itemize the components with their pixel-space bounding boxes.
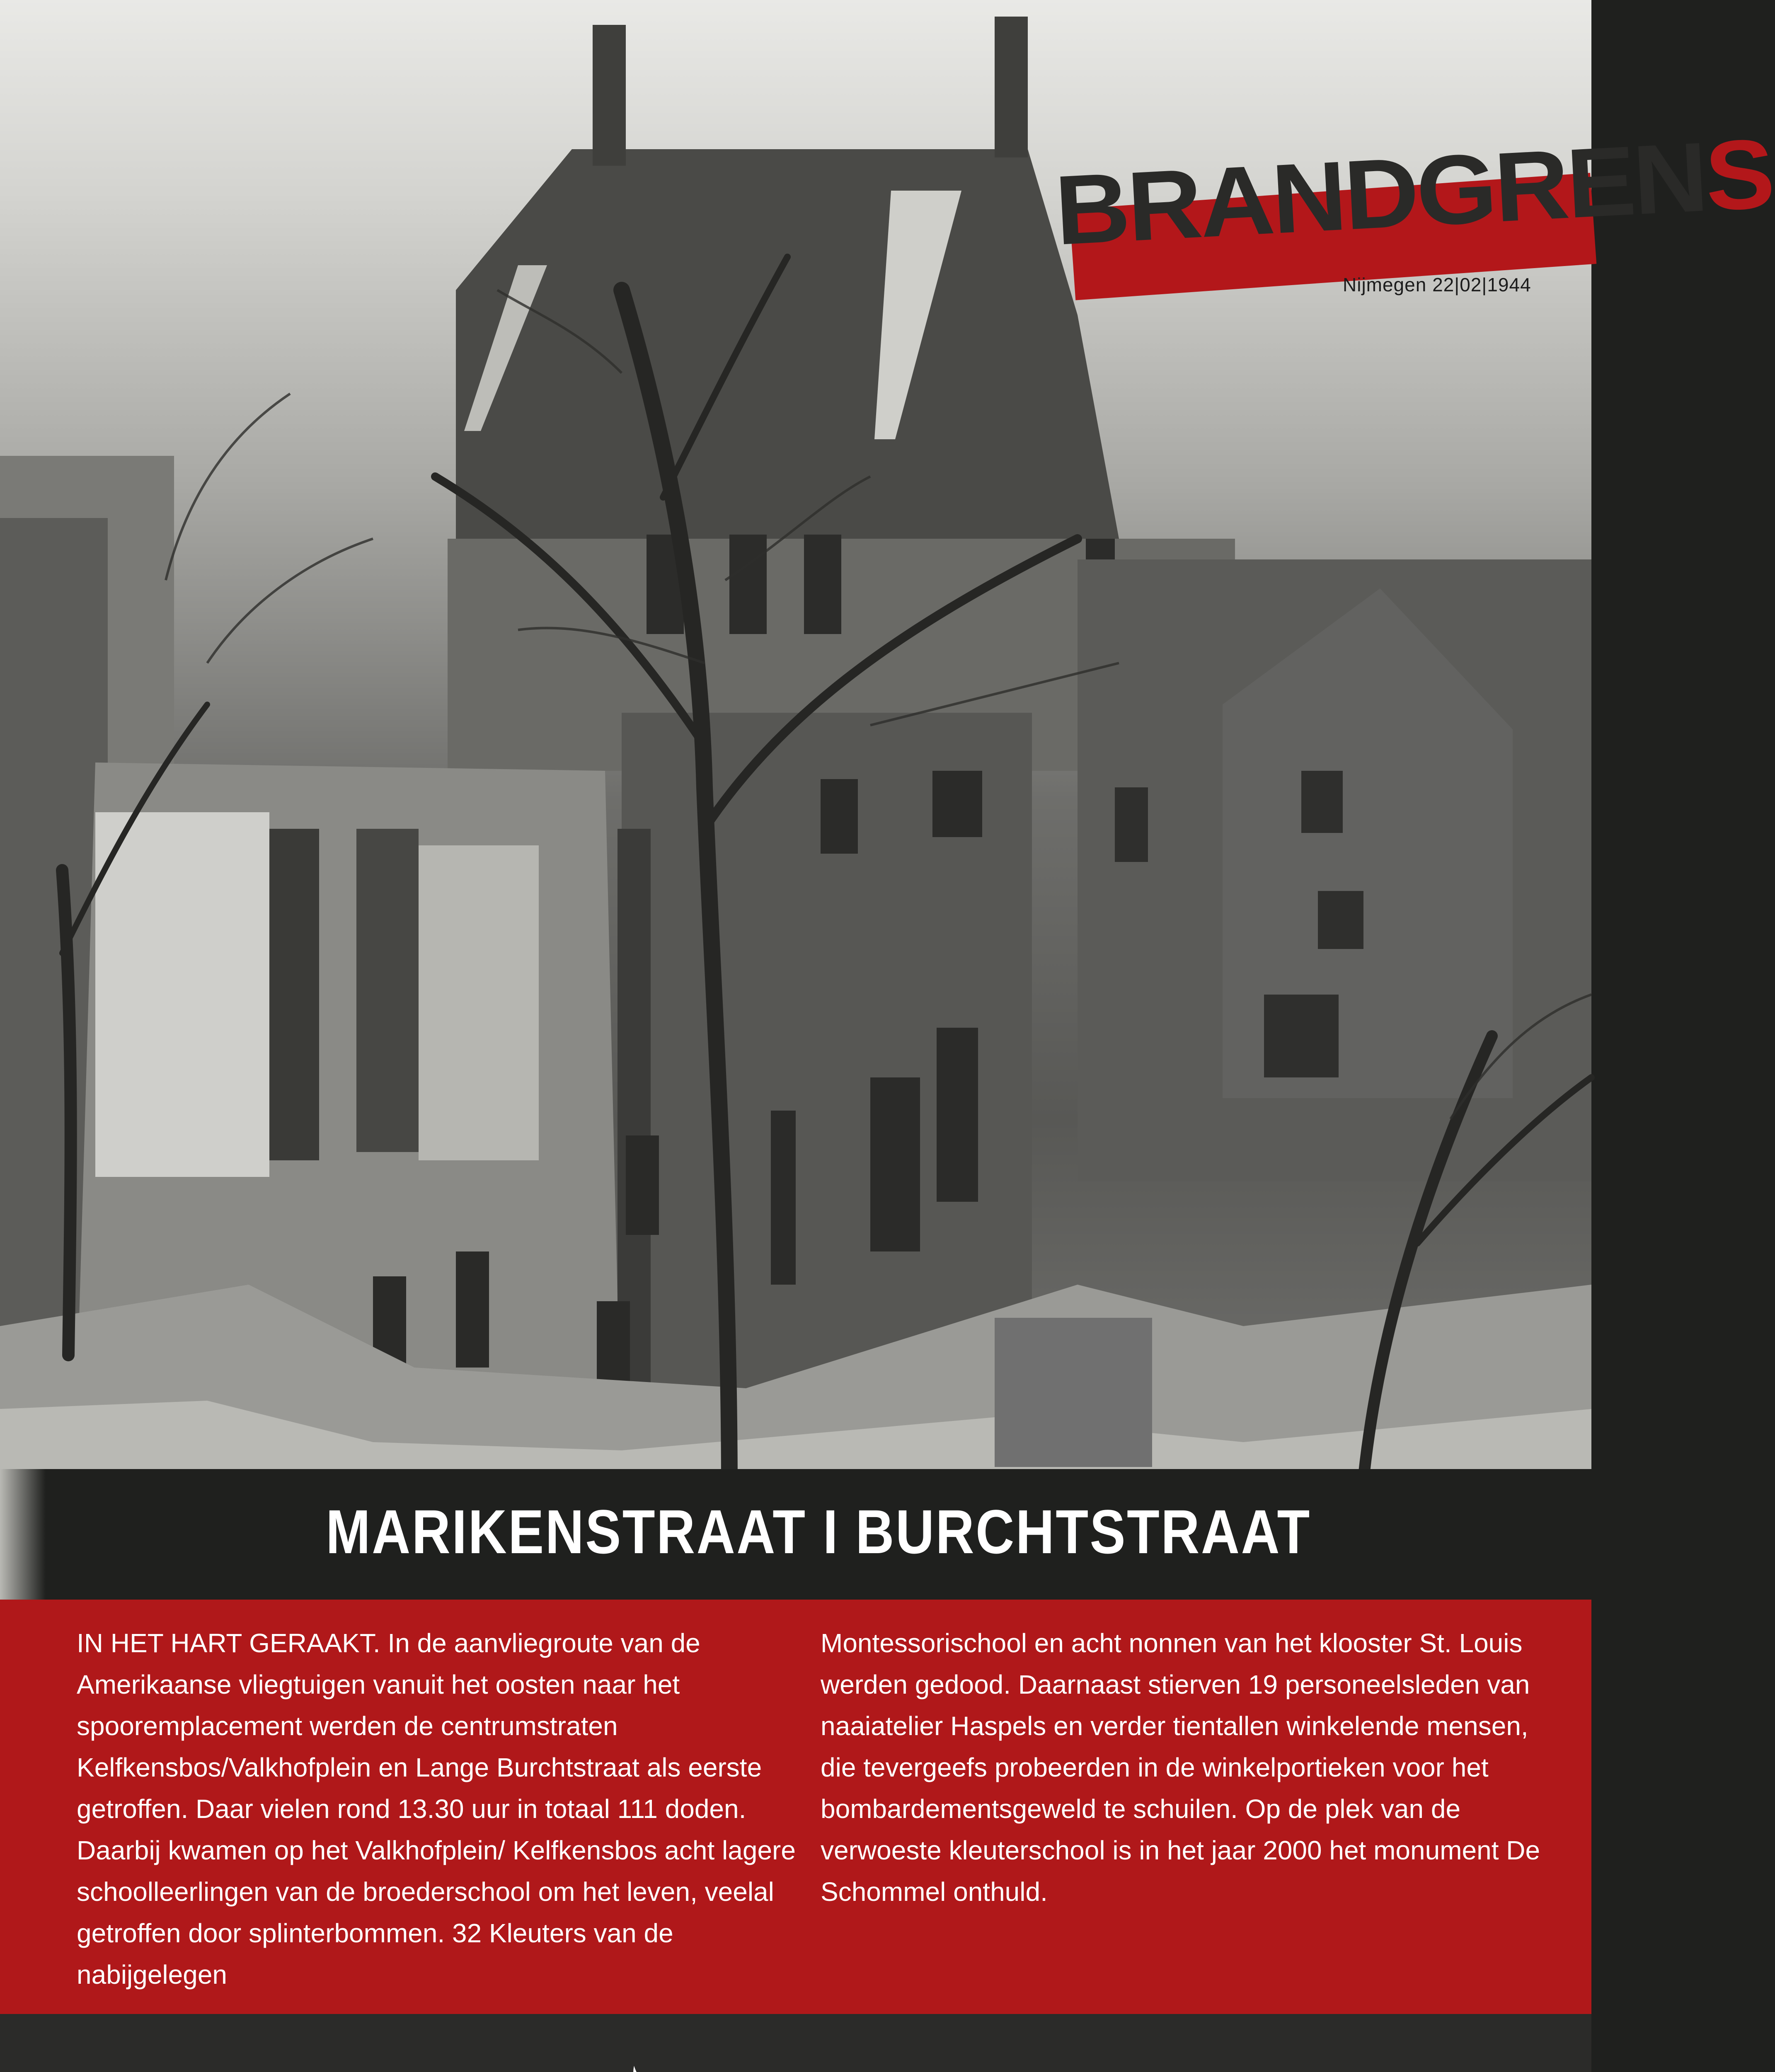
brandgrens-logo [1052,118,1775,315]
brand-subtitle: Nijmegen 22|02|1944 [1343,274,1531,295]
brand-wordmark: BRANDGRENS [1052,118,1775,266]
title-band [46,1469,1591,1600]
page-title: MARIKENSTRAAT I BURCHTSTRAAT [326,1497,1311,1566]
body-column-right: Montessorischool en acht nonnen van het klooster St. Louis werden gedood. Daarnaast stierven 19 personeelsleden van naaiatelier Haspels en verder tientallen winkelende mensen, die tevergeefs probeerden in de winkelportieken voor het bombardementsgeweld te schuilen. Op de plek van de verwoeste kleuterschool is in het jaar 2000 het monument De Schommel onthuld. [821,1628,1540,1907]
footer [0,2014,1591,2072]
text-section [0,1600,1591,2014]
body-column-left: IN HET HART GERAAKT. In de aanvliegroute van de Amerikaanse vliegtuigen vanuit het oosten naar het spooremplacement werden de centrumstraten Kelfkensbos/Valkhofplein en Lange Burchtstraat als eerste getroffen. Daar vielen rond 13.30 uur in totaal 111 doden. Daarbij kwamen op het Valkhofplein/ Kelfkensbos acht lagere schoolleerlingen van de broederschool om het leven, veelal getroffen door splinterbommen. 32 Kleuters van de nabijgelegen [77,1628,796,1990]
flame-icon [609,2064,659,2072]
brandgrens-024-logo [605,2064,663,2072]
